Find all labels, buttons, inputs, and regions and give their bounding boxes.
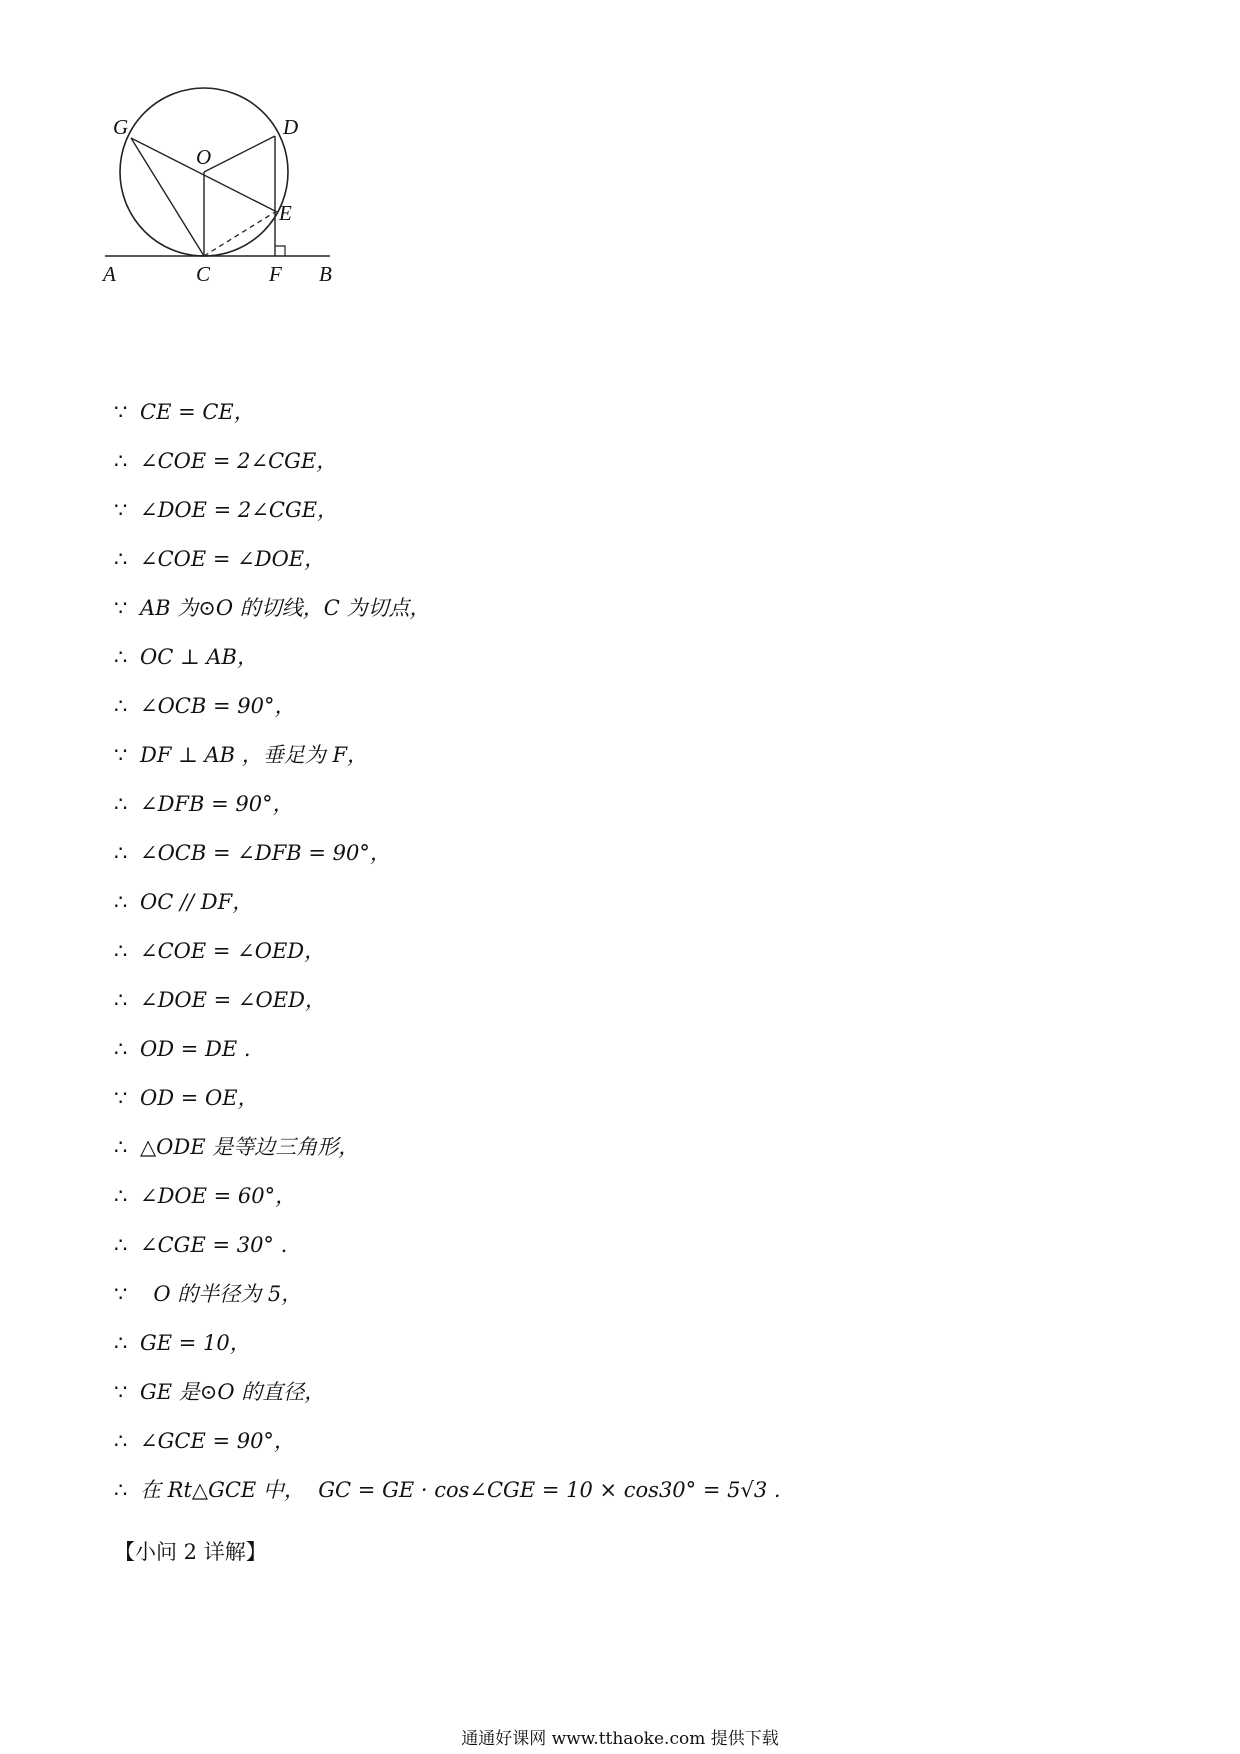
- logic-symbol: ∴: [114, 1135, 128, 1159]
- proof-text: △ODE 是等边三角形，: [140, 1135, 360, 1159]
- logic-symbol: ∵: [114, 596, 128, 620]
- logic-symbol: ∴: [114, 1478, 128, 1502]
- label-c: C: [196, 262, 211, 286]
- proof-line: [114, 1466, 1014, 1515]
- proof-text: OD = OE，: [140, 1086, 259, 1110]
- logic-symbol: ∴: [114, 1233, 128, 1257]
- proof-line: [114, 1221, 1014, 1270]
- proof-text: ∠COE = 2∠CGE，: [140, 449, 338, 473]
- logic-symbol: ∴: [114, 1429, 128, 1453]
- proof-line: [114, 1172, 1014, 1221]
- proof-line: [114, 1025, 1014, 1074]
- proof-text: ∠DFB = 90°，: [140, 792, 294, 816]
- segment-gc: [131, 138, 204, 256]
- proof-line: [114, 780, 1014, 829]
- proof-line: [114, 927, 1014, 976]
- proof-text: ∠DOE = 2∠CGE，: [140, 498, 339, 522]
- proof-line: [114, 535, 1014, 584]
- logic-symbol: ∵: [114, 498, 128, 522]
- proof-text: OD = DE .: [140, 1037, 251, 1061]
- proof-text: AB 为⊙O 的切线，C 为切点，: [140, 596, 431, 620]
- proof-line: [114, 486, 1014, 535]
- logic-symbol: ∴: [114, 449, 128, 473]
- proof-text: O 的半径为 5，: [140, 1282, 303, 1306]
- proof-line: [114, 633, 1014, 682]
- proof-text: GE = 10，: [140, 1331, 251, 1355]
- label-g: G: [113, 115, 129, 139]
- label-b: B: [319, 262, 332, 286]
- proof-line: [114, 1417, 1014, 1466]
- logic-symbol: ∴: [114, 694, 128, 718]
- proof-text: OC // DF，: [140, 890, 254, 914]
- logic-symbol: ∴: [114, 645, 128, 669]
- circle-tangent-diagram: [105, 90, 395, 320]
- proof-line: [114, 584, 1014, 633]
- segment-ce-dashed: [204, 212, 275, 256]
- proof-line: [114, 731, 1014, 780]
- logic-symbol: ∴: [114, 988, 128, 1012]
- logic-symbol: ∵: [114, 400, 128, 424]
- proof-text: GE 是⊙O 的直径，: [140, 1380, 326, 1404]
- logic-symbol: ∴: [114, 792, 128, 816]
- logic-symbol: ∴: [114, 1331, 128, 1355]
- label-a: A: [103, 262, 116, 286]
- proof-line: [114, 976, 1014, 1025]
- section-title: 【小问 2 详解】: [114, 1540, 267, 1564]
- right-angle-mark: [275, 246, 285, 256]
- logic-symbol: ∴: [114, 890, 128, 914]
- logic-symbol: ∵: [114, 743, 128, 767]
- proof-line: [114, 878, 1014, 927]
- proof-line: [114, 1270, 1014, 1319]
- logic-symbol: ∴: [114, 1184, 128, 1208]
- label-e: E: [279, 201, 292, 225]
- proof-text: ∠GCE = 90°，: [140, 1429, 295, 1453]
- proof-line: [114, 1319, 1014, 1368]
- logic-symbol: ∴: [114, 1037, 128, 1061]
- proof-line: [114, 1074, 1014, 1123]
- label-d: D: [283, 115, 299, 139]
- proof-text: ∠OCB = 90°，: [140, 694, 296, 718]
- proof-text: CE = CE，: [140, 400, 255, 424]
- proof-text: DF ⊥ AB ，垂足为 F，: [140, 743, 369, 767]
- label-f: F: [269, 262, 282, 286]
- logic-symbol: ∴: [114, 547, 128, 571]
- proof-line: [114, 682, 1014, 731]
- logic-symbol: ∴: [114, 939, 128, 963]
- proof-text: ∠DOE = 60°，: [140, 1184, 297, 1208]
- proof-line: [114, 1368, 1014, 1417]
- logic-symbol: ∵: [114, 1086, 128, 1110]
- proof-line: [114, 388, 1014, 437]
- segment-od: [204, 136, 275, 172]
- proof-line: [114, 829, 1014, 878]
- proof-text: ∠OCB = ∠DFB = 90°，: [140, 841, 391, 865]
- proof-line: [114, 1123, 1014, 1172]
- geometry-figure: [105, 90, 395, 320]
- proof-steps: [114, 388, 1014, 1515]
- logic-symbol: ∴: [114, 841, 128, 865]
- proof-line: [114, 437, 1014, 486]
- proof-text: ∠DOE = ∠OED，: [140, 988, 326, 1012]
- proof-text: ∠COE = ∠OED，: [140, 939, 326, 963]
- proof-text: OC ⊥ AB，: [140, 645, 258, 669]
- footer-credit: 通通好课网 www.tthaoke.com 提供下载: [461, 1729, 779, 1749]
- logic-symbol: ∵: [114, 1380, 128, 1404]
- proof-text: ∠COE = ∠DOE，: [140, 547, 326, 571]
- logic-symbol: ∵: [114, 1282, 128, 1306]
- label-o: O: [196, 145, 212, 169]
- proof-text: ∠CGE = 30° .: [140, 1233, 288, 1257]
- proof-text: 在 Rt△GCE 中， GC = GE · cos∠CGE = 10 × cos30° = 5√3 .: [140, 1478, 781, 1502]
